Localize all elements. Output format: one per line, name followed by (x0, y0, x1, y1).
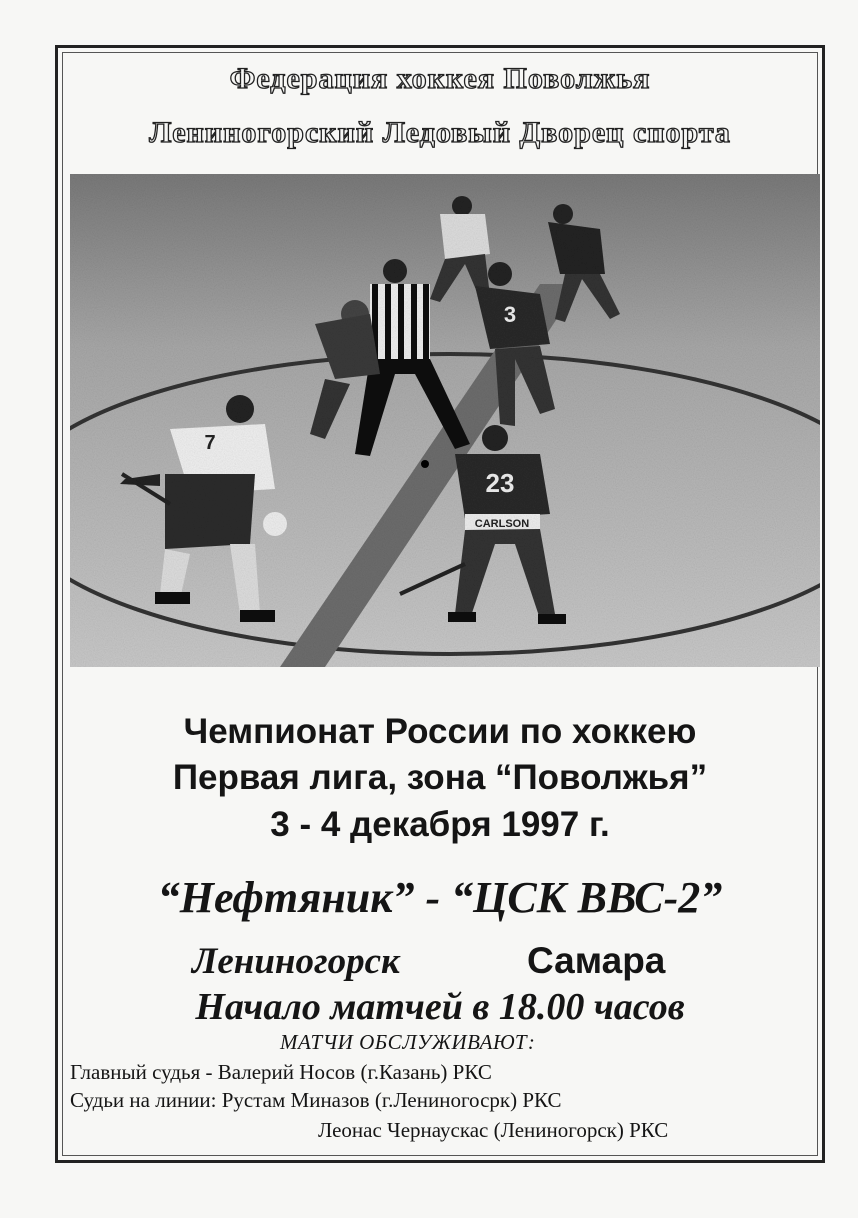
officials-heading: МАТЧИ ОБСЛУЖИВАЮТ: (280, 1030, 536, 1054)
away-city: Самара (527, 940, 666, 981)
home-city: Лениногорск (192, 941, 400, 982)
championship-title: Чемпионат России по хоккею (183, 712, 697, 751)
player-name-bar: CARLSON (474, 518, 530, 530)
start-time: Начало матчей в 18.00 часов (195, 986, 685, 1028)
jersey-number: 3 (503, 302, 517, 327)
hockey-faceoff-photo (70, 174, 820, 667)
venue-heading: Лениногорский Ледовый Дворец спорта (149, 116, 731, 149)
jersey-number: 7 (204, 432, 216, 454)
federation-heading: Федерация хоккея Поволжья (229, 62, 651, 95)
match-dates: 3 - 4 декабря 1997 г. (270, 805, 610, 844)
main-referee: Главный судья - Валерий Носов (г.Казань) РКС (70, 1060, 492, 1084)
linesman-second: Леонас Чернаускас (Лениногорск) РКС (318, 1118, 669, 1142)
linesmen: Судьи на линии: Рустам Миназов (г.Лениногосрк) РКС (70, 1088, 562, 1112)
teams-line: “Нефтяник” - “ЦСК ВВС-2” (157, 873, 723, 922)
league-title: Первая лига, зона “Поволжья” (172, 758, 708, 797)
jersey-number: 23 (485, 468, 515, 498)
